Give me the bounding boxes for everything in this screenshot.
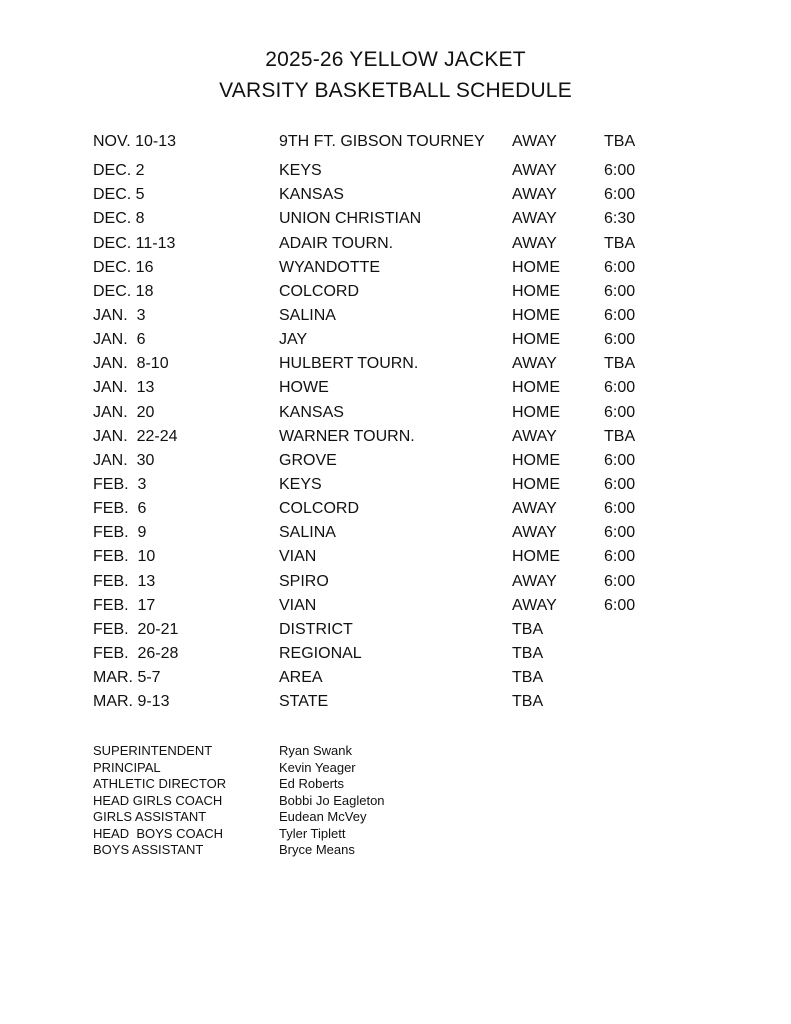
game-location: AWAY bbox=[512, 162, 557, 180]
game-time: 6:00 bbox=[604, 258, 636, 276]
game-time: 6:00 bbox=[604, 162, 636, 180]
game-opponent: STATE bbox=[279, 693, 329, 711]
game-time: 6:00 bbox=[604, 572, 636, 590]
game-date: FEB. 20-21 bbox=[93, 620, 179, 638]
game-location: AWAY bbox=[512, 355, 557, 373]
game-location: AWAY bbox=[512, 524, 557, 542]
game-date: JAN. 22-24 bbox=[93, 427, 178, 445]
staff-role: ATHLETIC DIRECTOR bbox=[93, 776, 227, 791]
table-row bbox=[93, 130, 693, 154]
game-opponent: WYANDOTTE bbox=[279, 258, 381, 276]
table-row bbox=[93, 690, 693, 714]
table-row bbox=[93, 256, 693, 280]
game-opponent: WARNER TOURN. bbox=[279, 427, 415, 445]
game-date: FEB. 3 bbox=[93, 475, 147, 493]
game-opponent: KANSAS bbox=[279, 186, 344, 204]
game-time: TBA bbox=[604, 355, 636, 373]
game-opponent: 9TH FT. GIBSON TOURNEY bbox=[279, 133, 485, 150]
game-location: AWAY bbox=[512, 210, 557, 228]
game-date: MAR. 5-7 bbox=[93, 669, 161, 687]
table-row bbox=[93, 425, 693, 449]
game-opponent: SALINA bbox=[279, 306, 336, 324]
staff-name: Ryan Swank bbox=[279, 743, 352, 758]
game-time: 6:00 bbox=[604, 596, 636, 614]
staff-role: BOYS ASSISTANT bbox=[93, 842, 204, 857]
game-opponent: UNION CHRISTIAN bbox=[279, 210, 422, 228]
game-time: 6:00 bbox=[604, 500, 636, 518]
game-opponent: COLCORD bbox=[279, 282, 360, 300]
table-row bbox=[93, 594, 693, 618]
table-row bbox=[93, 618, 693, 642]
game-time: 6:00 bbox=[604, 282, 636, 300]
game-time: 6:00 bbox=[604, 379, 636, 397]
table-row bbox=[93, 473, 693, 497]
staff-name: Bryce Means bbox=[279, 842, 355, 857]
game-opponent: VIAN bbox=[279, 596, 317, 614]
table-row bbox=[93, 401, 693, 425]
staff-name: Bobbi Jo Eagleton bbox=[279, 792, 385, 808]
game-opponent: AREA bbox=[279, 669, 323, 687]
game-location: TBA bbox=[512, 693, 544, 711]
game-time: 6:00 bbox=[604, 331, 636, 349]
list-item bbox=[93, 793, 493, 810]
list-item bbox=[93, 760, 493, 777]
game-date: NOV. 10-13 bbox=[93, 133, 177, 150]
game-opponent: ADAIR TOURN. bbox=[279, 234, 394, 252]
game-date: FEB. 6 bbox=[93, 500, 147, 518]
game-location: TBA bbox=[512, 669, 544, 687]
game-date: JAN. 13 bbox=[93, 379, 155, 397]
staff-role: HEAD GIRLS COACH bbox=[93, 792, 223, 808]
game-date: DEC. 5 bbox=[93, 186, 145, 204]
table-row bbox=[93, 328, 693, 352]
table-row bbox=[93, 207, 693, 231]
game-opponent: HOWE bbox=[279, 379, 329, 397]
game-date: FEB. 10 bbox=[93, 548, 156, 566]
game-time: 6:00 bbox=[604, 475, 636, 493]
table-row bbox=[93, 570, 693, 594]
game-opponent: REGIONAL bbox=[279, 644, 362, 662]
game-date: FEB. 26-28 bbox=[93, 644, 179, 662]
game-date: DEC. 11-13 bbox=[93, 234, 176, 252]
table-row bbox=[93, 666, 693, 690]
game-time: TBA bbox=[604, 133, 636, 150]
game-time: 6:00 bbox=[604, 451, 636, 469]
game-location: HOME bbox=[512, 548, 560, 566]
staff-role: HEAD BOYS COACH bbox=[93, 825, 224, 841]
game-opponent: KEYS bbox=[279, 162, 322, 180]
game-opponent: HULBERT TOURN. bbox=[279, 355, 419, 373]
list-item bbox=[93, 842, 493, 859]
game-time: TBA bbox=[604, 234, 636, 252]
game-location: HOME bbox=[512, 451, 560, 469]
staff-name: Kevin Yeager bbox=[279, 759, 356, 775]
list-item bbox=[93, 826, 493, 843]
table-row bbox=[93, 183, 693, 207]
table-row bbox=[93, 232, 693, 256]
game-location: TBA bbox=[512, 620, 544, 638]
staff-name: Tyler Tiplett bbox=[279, 825, 346, 841]
game-location: HOME bbox=[512, 282, 560, 300]
game-time: 6:00 bbox=[604, 306, 636, 324]
game-location: AWAY bbox=[512, 500, 557, 518]
game-location: HOME bbox=[512, 306, 560, 324]
table-row bbox=[93, 352, 693, 376]
game-location: HOME bbox=[512, 331, 560, 349]
table-row bbox=[93, 642, 693, 666]
game-location: AWAY bbox=[512, 572, 557, 590]
game-time: 6:00 bbox=[604, 548, 636, 566]
game-location: AWAY bbox=[512, 234, 557, 252]
game-opponent: SALINA bbox=[279, 524, 336, 542]
game-location: AWAY bbox=[512, 596, 557, 614]
game-location: HOME bbox=[512, 475, 560, 493]
game-time: 6:00 bbox=[604, 186, 636, 204]
table-row bbox=[93, 280, 693, 304]
game-opponent: KANSAS bbox=[279, 403, 344, 421]
table-row bbox=[93, 449, 693, 473]
game-opponent: VIAN bbox=[279, 548, 317, 566]
schedule-table bbox=[93, 130, 693, 714]
game-time: TBA bbox=[604, 427, 636, 445]
game-date: JAN. 6 bbox=[93, 331, 146, 349]
game-location: HOME bbox=[512, 258, 560, 276]
table-row bbox=[93, 159, 693, 183]
game-time: 6:00 bbox=[604, 524, 636, 542]
game-opponent: SPIRO bbox=[279, 572, 329, 590]
staff-role: SUPERINTENDENT bbox=[93, 743, 213, 758]
game-location: HOME bbox=[512, 403, 560, 421]
staff-name: Ed Roberts bbox=[279, 776, 345, 791]
game-date: FEB. 17 bbox=[93, 596, 156, 614]
list-item bbox=[93, 743, 493, 760]
game-opponent: COLCORD bbox=[279, 500, 360, 518]
game-date: FEB. 9 bbox=[93, 524, 147, 542]
game-date: FEB. 13 bbox=[93, 572, 156, 590]
game-opponent: GROVE bbox=[279, 451, 337, 469]
page-title: 2025-26 YELLOW JACKET bbox=[265, 48, 526, 71]
game-time: 6:00 bbox=[604, 403, 636, 421]
game-location: AWAY bbox=[512, 186, 557, 204]
game-date: JAN. 3 bbox=[93, 306, 146, 324]
game-location: AWAY bbox=[512, 427, 557, 445]
game-time: 6:30 bbox=[604, 210, 636, 228]
list-item bbox=[93, 809, 493, 826]
game-opponent: KEYS bbox=[279, 475, 322, 493]
game-opponent: DISTRICT bbox=[279, 620, 353, 638]
table-row bbox=[93, 497, 693, 521]
staff-list bbox=[93, 743, 493, 859]
staff-role: PRINCIPAL bbox=[93, 759, 161, 775]
staff-role: GIRLS ASSISTANT bbox=[93, 809, 207, 824]
game-location: HOME bbox=[512, 379, 560, 397]
game-date: JAN. 20 bbox=[93, 403, 155, 421]
game-date: DEC. 18 bbox=[93, 282, 154, 300]
game-date: JAN. 30 bbox=[93, 451, 155, 469]
game-opponent: JAY bbox=[279, 331, 308, 349]
game-date: DEC. 8 bbox=[93, 210, 145, 228]
game-location: TBA bbox=[512, 644, 544, 662]
table-row bbox=[93, 376, 693, 400]
game-date: DEC. 2 bbox=[93, 162, 145, 180]
staff-name: Eudean McVey bbox=[279, 809, 367, 824]
list-item bbox=[93, 776, 493, 793]
game-location: AWAY bbox=[512, 133, 557, 150]
game-date: MAR. 9-13 bbox=[93, 693, 170, 711]
table-row bbox=[93, 304, 693, 328]
table-row bbox=[93, 545, 693, 569]
table-row bbox=[93, 521, 693, 545]
page-subtitle: VARSITY BASKETBALL SCHEDULE bbox=[219, 79, 572, 102]
game-date: JAN. 8-10 bbox=[93, 355, 169, 373]
game-date: DEC. 16 bbox=[93, 258, 154, 276]
